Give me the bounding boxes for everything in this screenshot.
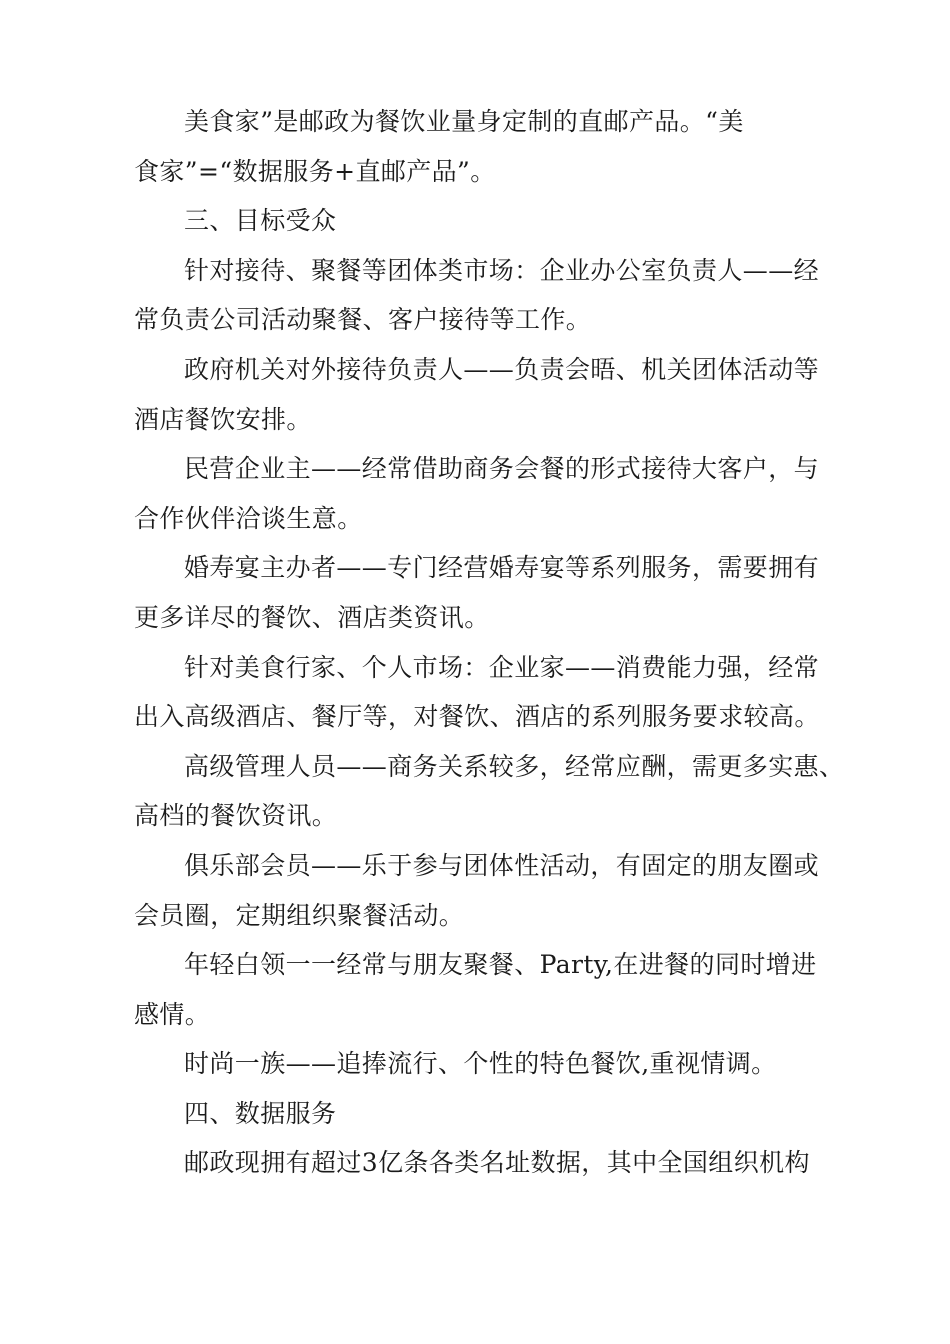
paragraph-line: 高级管理人员——商务关系较多，经常应酬，需更多实惠、 xyxy=(184,751,845,781)
paragraph-gourmet-market xyxy=(134,643,834,742)
paragraph-government xyxy=(134,345,834,444)
paragraph-line: 感情。 xyxy=(134,999,211,1029)
paragraph-line: 出入高级酒店、餐厅等，对餐饮、酒店的系列服务要求较高。 xyxy=(134,702,820,732)
paragraph-banquet-host xyxy=(134,543,834,642)
paragraph-line: 会员圈，定期组织聚餐活动。 xyxy=(134,900,465,930)
document-body xyxy=(134,97,845,1188)
paragraph-line: 时尚一族——追捧流行、个性的特色餐饮,重视情调。 xyxy=(184,1049,777,1079)
heading-line: 四、数据服务 xyxy=(184,1098,337,1128)
paragraph-line: 合作伙伴洽谈生意。 xyxy=(134,503,363,533)
paragraph-line: 俱乐部会员——乐于参与团体性活动，有固定的朋友圈或 xyxy=(184,850,820,880)
paragraph-line: 政府机关对外接待负责人——负责会晤、机关团体活动等 xyxy=(184,354,820,384)
paragraph-line: 更多详尽的餐饮、酒店类资讯。 xyxy=(134,602,490,632)
paragraph-line: 年轻白领一一经常与朋友聚餐、Party,在进餐的同时增进 xyxy=(184,950,817,980)
paragraph-line: 食家”=“数据服务+直邮产品”。 xyxy=(134,156,496,186)
paragraph-line: 邮政现拥有超过3亿条各类名址数据，其中全国组织机构 xyxy=(184,1148,810,1178)
paragraph-club-member xyxy=(134,841,834,940)
paragraph-line: 针对接待、聚餐等团体类市场：企业办公室负责人——经 xyxy=(184,255,820,285)
paragraph-line: 婚寿宴主办者——专门经营婚寿宴等系列服务，需要拥有 xyxy=(184,553,820,583)
paragraph-fashion xyxy=(134,1039,834,1089)
paragraph-line: 高档的餐饮资讯。 xyxy=(134,801,338,831)
paragraph-senior-manager xyxy=(134,742,845,841)
paragraph-intro xyxy=(134,97,834,196)
section-heading-data-service xyxy=(134,1089,834,1139)
paragraph-group-market xyxy=(134,246,834,345)
paragraph-line: 酒店餐饮安排。 xyxy=(134,404,312,434)
paragraph-line: 常负责公司活动聚餐、客户接待等工作。 xyxy=(134,305,592,335)
paragraph-data xyxy=(134,1138,834,1188)
section-heading-audience xyxy=(134,196,834,246)
paragraph-young-white-collar xyxy=(134,940,834,1039)
paragraph-line: 美食家”是邮政为餐饮业量身定制的直邮产品。“美 xyxy=(184,107,744,136)
paragraph-line: 民营企业主——经常借助商务会餐的形式接待大客户，与 xyxy=(184,454,820,484)
heading-line: 三、目标受众 xyxy=(184,206,337,236)
paragraph-private-owner xyxy=(134,444,834,543)
paragraph-line: 针对美食行家、个人市场：企业家——消费能力强，经常 xyxy=(184,652,820,682)
